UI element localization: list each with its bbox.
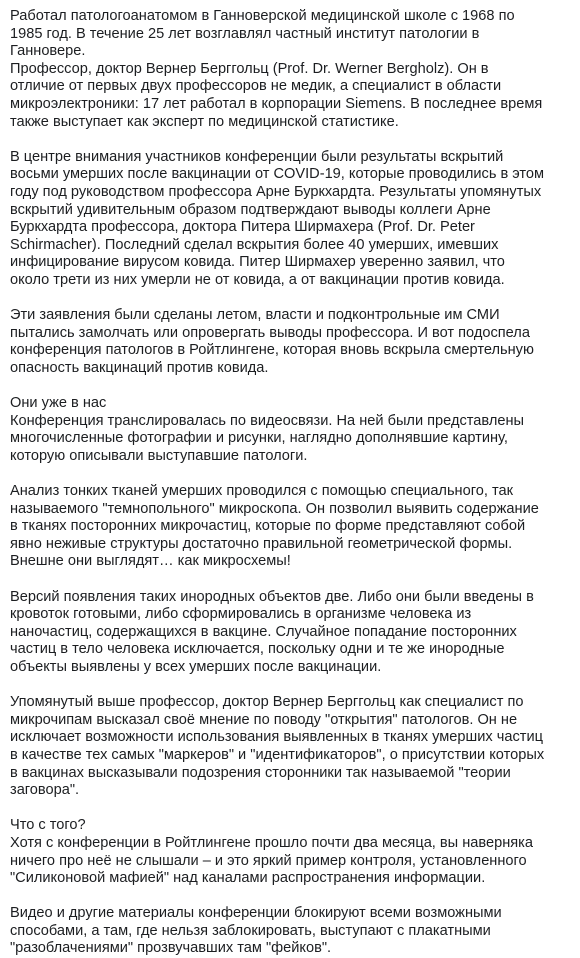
- text-line: около трети из них умерли не от ковида, а от вакцинации против ковида.: [10, 271, 505, 288]
- text-line: году под руководством профессора Арне Буркхардта. Результаты упомянутых: [10, 183, 542, 200]
- text-line: многочисленные фотографии и рисунки, наглядно дополнявшие картину,: [10, 430, 508, 447]
- text-line: конференция патологов в Ройтлингене, которая вновь вскрыла смертельную: [10, 342, 534, 359]
- paragraph: [10, 395, 570, 465]
- text-line: в вакцинах высказывали подозрения сторонники так называемой "теории: [10, 764, 511, 781]
- text-line: Хотя с конференции в Ройтлингене прошло почти два месяца, вы наверняка: [10, 834, 533, 851]
- text-line: отличие от первых двух профессоров не медик, а специалист в области: [10, 78, 502, 95]
- text-line: исключает возможности использования выявленных в тканях умерших частиц: [10, 729, 543, 746]
- text-line: опасность вакцинаций против ковида.: [10, 359, 269, 376]
- text-line: наночастиц, содержащихся в вакцине. Случайное попадание посторонних: [10, 623, 517, 640]
- paragraph: [10, 589, 570, 677]
- paragraph: [10, 694, 570, 800]
- text-line: Видео и другие материалы конференции блокируют всеми возможными: [10, 905, 502, 922]
- text-line: восьми умерших после вакцинации от COVID-19, которые проводились в этом: [10, 166, 545, 183]
- text-line: В центре внимания участников конференции были результаты вскрытий: [10, 148, 504, 165]
- text-line: "разоблачениями" прозвучавших там "фейков".: [10, 940, 332, 957]
- paragraph: [10, 307, 570, 377]
- text-line: 1985 год. В течение 25 лет возглавлял частный институт патологии в: [10, 25, 480, 42]
- text-line: объекты выявлены у всех умерших после вакцинации.: [10, 658, 382, 675]
- text-line: ничего про неё не слышали – и это яркий пример контроля, установленного: [10, 852, 527, 869]
- text-line: Schirmacher). Последний сделал вскрытия более 40 умерших, имевших: [10, 236, 499, 253]
- paragraph: [10, 8, 570, 131]
- text-line: Упомянутый выше профессор, доктор Вернер Берггольц как специалист по: [10, 694, 524, 711]
- text-line: Внешне они выглядят… как микросхемы!: [10, 553, 291, 570]
- text-line: в качестве тех самых "маркеров" и "идентификаторов", о присутствии которых: [10, 746, 545, 763]
- text-line: Работал патологоанатомом в Ганноверской медицинской школе с 1968 по: [10, 8, 515, 24]
- text-line: пытались замолчать или опровергать выводы профессора. И вот подоспела: [10, 324, 530, 341]
- text-line: Буркхардта профессора, доктора Питера Ширмахера (Prof. Dr. Peter: [10, 219, 475, 236]
- paragraph: [10, 905, 570, 958]
- text-line: которую описывали выступавшие патологи.: [10, 447, 308, 464]
- text-line: кровоток готовыми, либо сформировались в организме человека из: [10, 606, 472, 623]
- text-line: явно неживые структуры достаточно правильной геометрической формы.: [10, 535, 513, 552]
- paragraph: [10, 817, 570, 887]
- text-line: называемого "темнопольного" микроскопа. Он позволил выявить содержание: [10, 500, 539, 517]
- text-line: способами, а там, где нельзя заблокировать, выступают с плакатными: [10, 922, 491, 939]
- text-line: заговора".: [10, 782, 80, 799]
- text-line: Версий появления таких инородных объектов две. Либо они были введены в: [10, 588, 534, 605]
- text-line: вскрытий удивительным образом подтверждают выводы коллеги Арне: [10, 201, 491, 218]
- text-line: также выступает как эксперт по медицинской статистике.: [10, 113, 399, 130]
- text-line: микрочипам высказал своё мнение по поводу "открытия" патологов. Он не: [10, 711, 518, 728]
- text-line: "Силиконовой мафией" над каналами распространения информации.: [10, 870, 486, 887]
- text-line: частиц в тело человека исключается, поскольку одни и те же инородные: [10, 641, 505, 658]
- text-line: Профессор, доктор Вернер Берггольц (Prof. Dr. Werner Bergholz). Он в: [10, 60, 489, 77]
- text-line: инфицирование вирусом ковида. Питер Ширмахер уверенно заявил, что: [10, 254, 505, 271]
- paragraph: [10, 149, 570, 290]
- text-line: Эти заявления были сделаны летом, власти и подконтрольные им СМИ: [10, 307, 500, 324]
- paragraph: [10, 483, 570, 571]
- text-line: Анализ тонких тканей умерших проводился с помощью специального, так: [10, 483, 513, 500]
- text-line: Ганновере.: [10, 43, 86, 60]
- text-line: Что с того?: [10, 817, 86, 834]
- text-line: Они уже в нас: [10, 395, 107, 412]
- text-line: в тканях посторонних микрочастиц, которые по форме представляют собой: [10, 518, 526, 535]
- text-line: Конференция транслировалась по видеосвязи. На ней были представлены: [10, 412, 525, 429]
- text-line: микроэлектроники: 17 лет работал в корпорации Siemens. В последнее время: [10, 95, 543, 112]
